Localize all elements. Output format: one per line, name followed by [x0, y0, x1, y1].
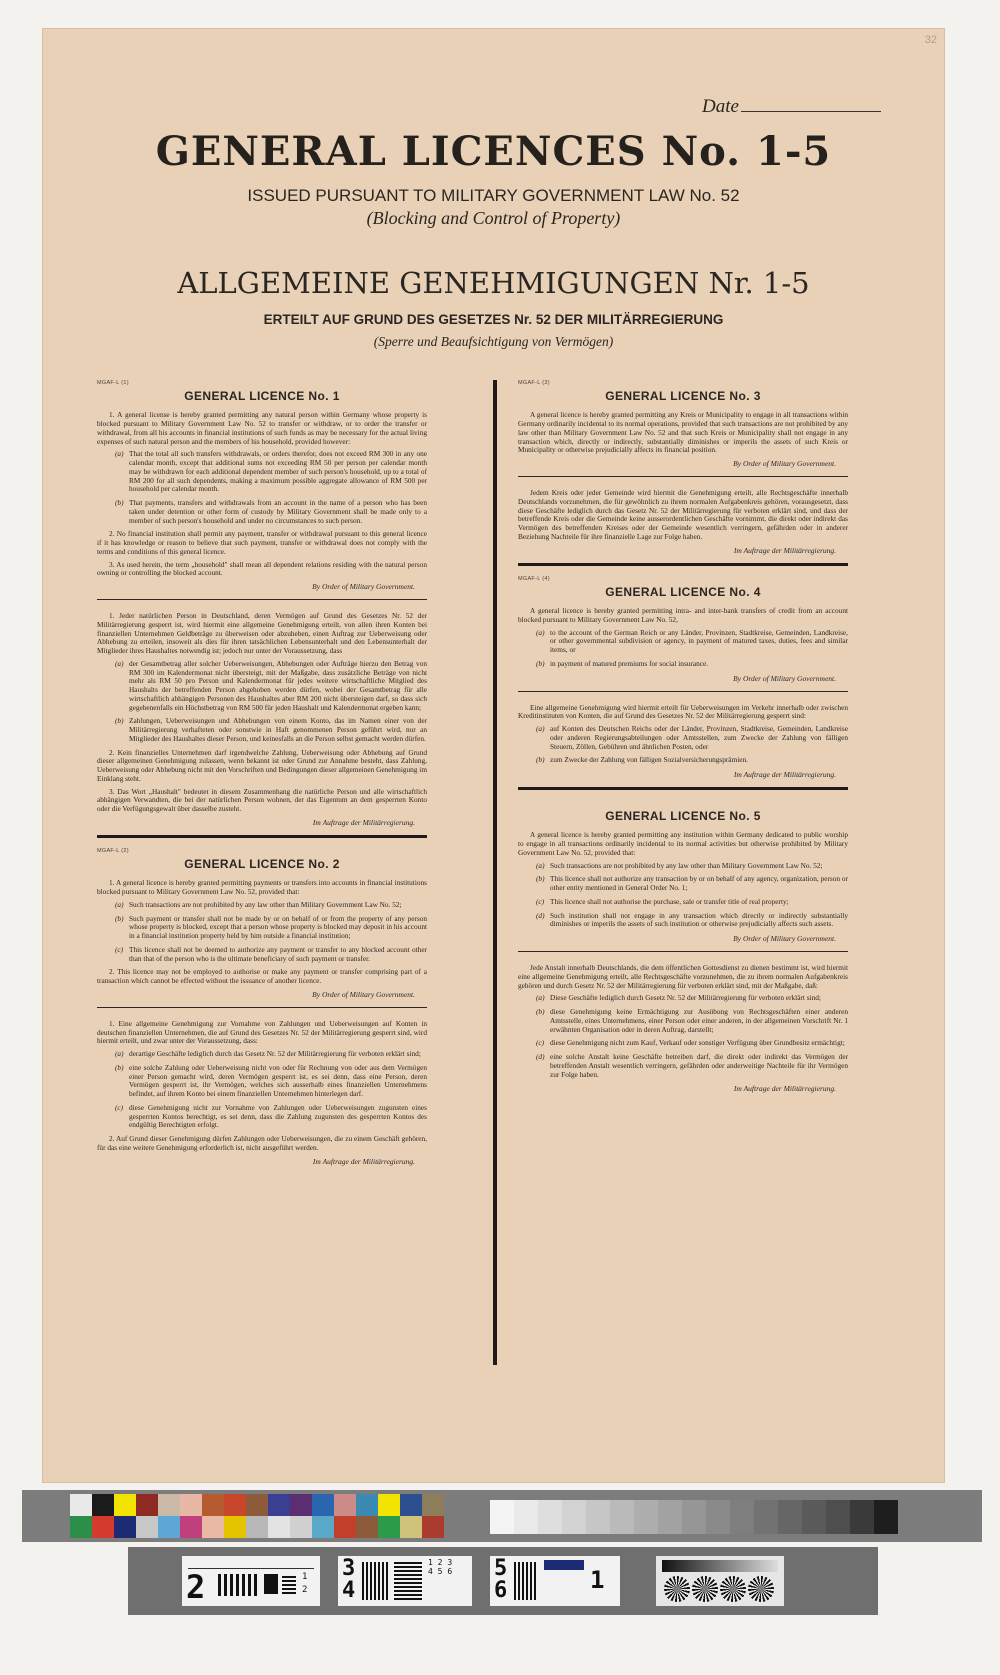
gray-step [730, 1500, 754, 1534]
color-swatch [158, 1516, 180, 1538]
line-pairs [362, 1562, 388, 1600]
item-text: This licence shall not be deemed to authorize any payment or transfer to any blocked account other than that of the person who is the ultimate beneficiary of such payment or transfer. [129, 944, 427, 963]
resolution-target-strip [128, 1547, 878, 1615]
signature: By Order of Military Government. [312, 989, 415, 999]
gray-step [850, 1500, 874, 1534]
siemens-star [748, 1576, 774, 1602]
paragraph: 1. A general licence is hereby granted permitting payments or transfers into accounts in financial institutions blocked pursuant to Military Government Law No. 52, provided that: [97, 878, 427, 897]
gray-step [826, 1500, 850, 1534]
siemens-star [692, 1576, 718, 1602]
item-text: in payment of matured premiums for social insurance. [550, 658, 709, 668]
resolution-number: 5 [494, 1556, 508, 1581]
divider [97, 1007, 427, 1008]
item-label: (a) [536, 860, 545, 870]
item-text: zum Zwecke der Zahlung von fälligen Sozialversicherungsprämien. [550, 755, 748, 765]
list-item [536, 629, 848, 655]
signature: By Order of Military Government. [733, 673, 836, 683]
list-item [115, 717, 427, 743]
list-item [536, 862, 848, 871]
siemens-star [720, 1576, 746, 1602]
color-swatch [70, 1516, 92, 1538]
paragraph: A general licence is hereby granted permitting any Kreis or Municipality to engage in all transactions within Germany ordinarily incidental to its normal operations, provided that such transactions are not prohibited by any law other than Military Government Law No. 52 and that such Kreis or Municipality shall not engage in any transaction which, directly or indirectly, substantially diminishes or imperils the assets of such Kreis or Municipality or otherwise prejudicially affects its financial position. [518, 410, 848, 455]
signature-german: Im Auftrage der Militärregierung. [312, 1156, 415, 1166]
column-divider [493, 380, 497, 1365]
section-tag: MGAF-L (3) [518, 380, 550, 386]
paragraph-german: 2. Auf Grund dieser Genehmigung dürfen Zahlungen oder Ueberweisungen, die zu einem Geschäft gehören, für das eine weitere Genehmigung erforderlich ist, nicht ausgeführt werden. [97, 1134, 427, 1152]
color-swatch [136, 1494, 158, 1516]
paragraph: 3. As used herein, the term „household" shall mean all dependent relations residing with the natural person owning or controlling the blocked account. [97, 559, 427, 578]
item-label: (a) [115, 899, 124, 909]
color-swatch [290, 1516, 312, 1538]
poster-sheet [42, 28, 945, 1483]
signature-german: Im Auftrage der Militärregierung. [733, 1084, 836, 1094]
color-swatch [290, 1494, 312, 1516]
black-patch [264, 1574, 278, 1594]
divider-thick [518, 787, 848, 790]
color-swatch [422, 1494, 444, 1516]
general-licence-1 [97, 380, 427, 838]
section-tag: MGAF-L (4) [518, 575, 550, 582]
resolution-number: 3 [342, 1556, 356, 1581]
gray-step [874, 1500, 898, 1534]
subtitle-german: ERTEILT AUF GRUND DES GESETZES Nr. 52 DER MILITÄRREGIERUNG [263, 312, 724, 327]
paragraph-german: 2. Kein finanzielles Unternehmen darf irgendwelche Zahlung, Ueberweisung oder Abhebung auf Grund dieser allgemeinen Genehmigung zulassen, wenn bekannt ist oder Grund zur Annahme besteht, dass Zahlung, Ueberweisung oder Abhebung nicht mit den Vorschriften und Bedingungen dieser allgemeinen Genehmigung im Einklang steht. [97, 747, 427, 783]
color-swatch [422, 1516, 444, 1538]
gray-step [586, 1500, 610, 1534]
section-title: GENERAL LICENCE No. 2 [184, 856, 340, 871]
signature-german: Im Auftrage der Militärregierung. [312, 817, 415, 827]
signature: By Order of Military Government. [312, 582, 415, 592]
gray-step [514, 1500, 538, 1534]
line-pairs [514, 1562, 538, 1600]
section-title: GENERAL LICENCE No. 3 [605, 389, 761, 403]
paragraph: 2. This licence may not be employed to authorise or make any payment or transfer comprising part of a transaction which cannot be effected without the issuance of another licence. [97, 967, 427, 986]
item-label: (b) [115, 1062, 124, 1072]
gray-step [706, 1500, 730, 1534]
title-german: ALLGEMEINE GENEHMIGUNGEN Nr. 1-5 [177, 266, 810, 300]
siemens-star [664, 1576, 690, 1602]
general-licence-2 [97, 848, 427, 1166]
item-label: (c) [115, 944, 124, 954]
item-text: to the account of the German Reich or any Länder, Provinzen, Stadtkreise, Gemeinden, Landkreise, or other governmental subdivision or agency, in payment of matured taxes, duties, fees and similar items, or [550, 627, 848, 655]
item-text: This licence shall not authorise the purchase, sale or transfer title of real property; [550, 896, 789, 906]
list-item [536, 1039, 848, 1048]
item-label: (b) [115, 913, 124, 923]
item-text: Such payment or transfer shall not be made by or on behalf of or from the property of any person whose property is blocked, except that a person whose property is blocked may deposit in his account in a financial institution property held by him outside a financial institution; [129, 913, 427, 941]
color-swatch [378, 1494, 400, 1516]
subtitle-english: ISSUED PURSUANT TO MILITARY GOVERNMENT LAW No. 52 [247, 186, 740, 205]
paragraph-german: Jedem Kreis oder jeder Gemeinde wird hiermit die Genehmigung erteilt, alle Rechtsgeschäfte innerhalb Deutschlands vorzunehmen, die für gewöhnlich zu ihrem normalen Aufgabenkreis gehören, vorausgesetzt, dass diese Geschäfte lediglich durch das Gesetz Nr. 52 der Militärregierung für verboten erklärt sind, und dass der betreffende Kreis oder die Gemeinde keine ausserordentlichen Geschäfte vornimmt, die direkt oder indirekt das Vermögen des betreffenden Kreises oder der Gemeinde wesentlich verringern, gefährden oder in anderer Beziehung Nachteile für ihre finanzielle Lage zur Folge haben. [518, 488, 848, 541]
divider-thick [97, 835, 427, 838]
color-swatch [356, 1516, 378, 1538]
item-label: (b) [115, 716, 124, 726]
item-text: auf Konten des Deutschen Reichs oder der Länder, Provinzen, Stadtkreise, Gemeinden, Landkreise oder anderen Regierungsabteilungen oder Amtsstellen, zum Zwecke der Zahlung von fälligen Steuern, Zöllen, Gebühren und ähnlichen Posten, oder [550, 724, 848, 751]
section-tag: MGAF-L (2) [97, 847, 129, 854]
paragraph: A general licence is hereby granted permitting intra- and inter-bank transfers of credit from an account blocked pursuant to Military Government Law No. 52, [518, 606, 848, 624]
color-swatch [312, 1516, 334, 1538]
left-column [97, 380, 427, 1172]
divider [518, 691, 848, 692]
color-swatch [268, 1516, 290, 1538]
resolution-box-1 [182, 1556, 320, 1606]
resolution-box-3 [490, 1556, 620, 1606]
gray-step [658, 1500, 682, 1534]
list-item [115, 1104, 427, 1130]
item-text: eine solche Zahlung oder Ueberweisung nicht von oder für Rechnung von oder aus dem Vermögen einer Person gemacht wird, deren Vermögen gesperrt ist, es sei denn, dass eine Person, deren Vermögen gesperrt ist, ihr Vermögen, welches sich ausserhalb eines finanziellen Unternehmens befindet, auf ihrem Konto bei einem finanziellen Unternehmen hinterlegen darf. [129, 1062, 427, 1099]
color-swatch [224, 1516, 246, 1538]
gray-step [538, 1500, 562, 1534]
color-swatch [180, 1494, 202, 1516]
color-swatch [158, 1494, 180, 1516]
list-item [115, 915, 427, 941]
resolution-number: 1 [302, 1572, 308, 1582]
item-text: This licence shall not authorize any transaction by or on behalf of any agency, organization, person or other entity mentioned in General Order No. 1; [550, 874, 848, 893]
gray-step [682, 1500, 706, 1534]
item-text: Such transactions are not prohibited by any law other than Military Government Law No. 52; [550, 860, 823, 870]
divider-thick [518, 563, 848, 566]
signature-german: Im Auftrage der Militärregierung. [733, 770, 836, 780]
resolution-box-2 [338, 1556, 472, 1606]
paragraph-german: 1. Jeder natürlichen Person in Deutschland, deren Vermögen auf Grund des Gesetzes Nr. 52 der Militärregierung gesperrt ist, wird hiermit eine allgemeine Genehmigung erteilt, von allen ihren Konten bei finanziellen Unternehmen Geldbeträge zu überweisen oder abzuheben, einen Auftrag zur Ueberweisung oder Abhebung zu erteilen, insoweit als dies für ihren tatsächlichen Lebensunterhalt und den Lebensunterhalt der Mitglieder ihres Haushaltes notwendig ist; jedoch nur unter der Voraussetzung, dass [97, 611, 427, 656]
gray-step [490, 1500, 514, 1534]
item-label: (c) [536, 1038, 545, 1048]
item-text: derartige Geschäfte lediglich durch das Gesetz Nr. 52 der Militärregierung für verboten erklärt sind; [129, 1049, 421, 1059]
right-column [518, 380, 848, 1099]
color-swatch [224, 1494, 246, 1516]
signature: By Order of Military Government. [733, 934, 836, 944]
line-pairs-horizontal [282, 1574, 296, 1594]
line-pairs-horizontal [394, 1562, 422, 1600]
list-item [115, 1064, 427, 1099]
list-item [536, 725, 848, 751]
color-swatch [334, 1516, 356, 1538]
list-item [115, 499, 427, 525]
paragraph: A general licence is hereby granted permitting any institution within Germany dedicated to public worship to engage in all transactions ordinarily incidental to its normal activities but otherwise prohibited by Military Government Law No. 52, provided that: [518, 830, 848, 857]
gray-step [610, 1500, 634, 1534]
general-licence-5 [518, 800, 848, 1093]
gray-step [754, 1500, 778, 1534]
resolution-number: 4 [342, 1578, 356, 1603]
color-swatch [334, 1494, 356, 1516]
item-text: Such transactions are not prohibited by any law other than Military Government Law No. 52; [129, 899, 402, 909]
list-item [536, 1053, 848, 1079]
paragraph-german: Jede Anstalt innerhalb Deutschlands, die dem öffentlichen Gottesdienst zu dienen bestimmt ist, wird hiermit eine allgemeine Genehmigung erteilt, alle Rechtsgeschäfte vorzunehmen, die zu ihrem normalen Aufgabenkreis gehören und durch Gesetz Nr. 52 der Militärregierung für verboten erklärt sind, mit der Maßgabe, daß: [518, 963, 848, 990]
color-swatch [70, 1494, 92, 1516]
paragraph: 2. No financial institution shall permit any payment, transfer or withdrawal pursuant to this general licence if it has knowledge or reason to believe that such payment, transfer or withdrawal does not comply with the terms and conditions of this general licence. [97, 529, 427, 556]
divider [518, 476, 848, 477]
item-text: eine solche Anstalt keine Geschäfte betreiben darf, die direkt oder indirekt das Vermögen der betreffenden Anstalt wesentlich verringern, gefährden oder anderweitige Nachteile für ihr Vermögen zur Folge haben. [550, 1052, 848, 1079]
color-swatch [136, 1516, 158, 1538]
resolution-number: 6 [494, 1578, 508, 1603]
gray-ramp [662, 1560, 778, 1572]
item-text: That payments, transfers and withdrawals from an account in the name of a person who has been taken under detention or other form of custody by Military Government shall be made only to a member of such person's household and under no circumstances to such person. [129, 498, 427, 525]
logo-patch [544, 1560, 584, 1570]
item-text: der Gesamtbetrag aller solcher Ueberweisungen, Abhebungen oder Aufträge hierzu den Betrag von RM 300 im Kalendermonat nicht übersteigt, mit der Maßgabe, dass zusätzliche Beträge von nicht mehr als RM 50 pro Person und Kalendermonat für jedes weitere wirtschaftliche Mitglied des Haushalts der betreffenden Person abgehoben werden dürfen, wobei der Gesamtbetrag für alle wirtschaftlich abhängigen Personen des Haushaltes aber RM 200 nicht übersteigen darf, so dass sich gegebenenfalls ein Höchstbetrag von RM 500 für jeden Haushalt und Kalendermonat ergeben kann; [129, 658, 427, 712]
item-text: That the total all such transfers withdrawals, or orders therefor, does not exceed RM 300 in any one calendar month, except that additional sums not exceeding RM 50 per person per calendar month may be withdrawn for each additional dependent member of such person's household, up to a total of RM 200 for all such dependents, making a maximum possible aggregate allowance of RM 500 per household per calendar month. [129, 449, 427, 494]
item-label: (b) [536, 755, 545, 765]
signature-german: Im Auftrage der Militärregierung. [733, 545, 836, 555]
color-swatch [180, 1516, 202, 1538]
section-tag [518, 800, 848, 807]
paragraph-german: 3. Das Wort „Haushalt" bedeutet in diesem Zusammenhang die natürliche Person und alle wirtschaftlich abhängigen Verwandten, die bei der natürlichen Person wohnen, der das Eigentum an dem gesperrten Konto oder die Verfügungsgewalt über dasselbe zusteht. [97, 786, 427, 814]
color-swatch [92, 1516, 114, 1538]
color-swatch [246, 1494, 268, 1516]
list-item [536, 1008, 848, 1034]
item-label: (d) [536, 910, 545, 920]
color-swatch [246, 1516, 268, 1538]
general-licence-3 [518, 380, 848, 566]
page-number: 32 [924, 34, 937, 46]
list-item [536, 756, 848, 765]
paragraph: 1. A general license is hereby granted permitting any natural person within Germany whose property is blocked pursuant to Military Government Law No. 52 to transfer or withdraw, or to order the transfer or withdrawal, from all his accounts in financial institutions of such funds as may be necessary for the actual living expenses of such natural person and the members of his household, provided however: [97, 410, 427, 446]
star-target-box [656, 1556, 784, 1606]
item-text: diese Genehmigung nicht zur Vornahme von Zahlungen oder Ueberweisungen zugunsten eines gesperrten Kontos berechtigt, es sei denn, dass die Zahlung zugunsten des gesperrten Kontos des endgültig Berechtigten erfolgt. [129, 1102, 427, 1130]
section-tag: MGAF-L (1) [97, 380, 129, 386]
item-label: (a) [536, 724, 545, 734]
color-swatch [202, 1494, 224, 1516]
list-item [115, 901, 427, 910]
general-licence-4 [518, 576, 848, 790]
line-pairs [218, 1574, 258, 1596]
color-swatch [312, 1494, 334, 1516]
signature: By Order of Military Government. [733, 459, 836, 469]
date-field [702, 96, 881, 118]
item-label: (c) [115, 1102, 124, 1112]
list-item [115, 1050, 427, 1059]
ruler-scale [188, 1558, 314, 1569]
list-item [536, 898, 848, 907]
paragraph-german: 1. Eine allgemeine Genehmigung zur Vornahme von Zahlungen und Ueberweisungen auf Konten in deutschen finanziellen Unternehmen, die auf Grund des Gesetzes Nr. 52 der Militärregierung gesperrt sind, wird hiermit erteilt, und zwar unter der Voraussetzung, dass: [97, 1018, 427, 1046]
list-item [115, 660, 427, 713]
item-label: (d) [536, 1052, 545, 1062]
section-title: GENERAL LICENCE No. 4 [605, 584, 761, 599]
color-swatch [356, 1494, 378, 1516]
scale-digits: 1 2 3 4 5 6 [428, 1558, 453, 1576]
item-text: Zahlungen, Ueberweisungen und Abhebungen von einem Konto, das im Namen einer von der Militärregierung verhafteten oder sonstwie in Haft genommenen Person geführt wird, nur an Mitglieder des Haushaltes dieser Person, und keinesfalls an die Person selbst gemacht werden dürfen. [129, 716, 427, 743]
item-label: (a) [115, 658, 124, 668]
section-title: GENERAL LICENCE No. 5 [605, 809, 761, 824]
item-label: (a) [115, 449, 124, 459]
item-text: Diese Geschäfte lediglich durch Gesetz Nr. 52 der Militärregierung für verboten erklärt sind; [550, 993, 821, 1003]
title-english: GENERAL LICENCES No. 1-5 [155, 128, 832, 175]
list-item [115, 450, 427, 494]
list-item [536, 994, 848, 1003]
item-label: (b) [536, 874, 545, 884]
parenthetical-german: (Sperre und Beaufsichtigung von Vermögen) [373, 334, 614, 349]
resolution-number: 2 [302, 1585, 308, 1595]
color-swatch [114, 1494, 136, 1516]
list-item [536, 660, 848, 669]
color-swatch [400, 1516, 422, 1538]
list-item [115, 946, 427, 964]
divider [97, 599, 427, 600]
color-swatch [400, 1494, 422, 1516]
item-label: (a) [536, 627, 545, 637]
item-label: (a) [536, 993, 545, 1003]
item-text: diese Genehmigung nicht zum Kauf, Verkauf oder sonstiger Verfügung über Grundbesitz ermächtigt; [550, 1038, 845, 1048]
list-item [536, 912, 848, 930]
item-text: diese Genehmigung keine Ermächtigung zur Ausübung von Rechtsgeschäften einer anderen Amtsstelle, eines Unternehmens, einer Person oder einer anderen, in der allgemeinen Vorschrift Nr. 1 erwähnten Organisation oder in deren Auftrag, darstellt; [550, 1007, 848, 1034]
gray-step [778, 1500, 802, 1534]
date-label: Date [702, 96, 739, 117]
item-label: (c) [536, 896, 545, 906]
color-swatch [268, 1494, 290, 1516]
item-label: (b) [536, 658, 545, 668]
resolution-number: 1 [590, 1566, 605, 1594]
item-text: Such institution shall not engage in any transaction which directly or indirectly substantially diminishes or imperils the assets of such institution or otherwise prejudicially affects such assets. [550, 910, 848, 929]
color-swatch [378, 1516, 400, 1538]
list-item [536, 875, 848, 893]
color-swatch [202, 1516, 224, 1538]
color-swatch [114, 1516, 136, 1538]
gray-step [562, 1500, 586, 1534]
item-label: (a) [115, 1049, 124, 1059]
gray-step [634, 1500, 658, 1534]
resolution-number: 2 [186, 1568, 206, 1606]
paragraph-german: Eine allgemeine Genehmigung wird hiermit erteilt für Ueberweisungen im Verkehr innerhalb oder zwischen Kreditinstituten von Konten, die auf Grund des Gesetzes Nr. 52 der Militärregierung gesperrt sind: [518, 702, 848, 721]
color-calibration-strip [22, 1490, 982, 1542]
item-label: (b) [115, 498, 124, 508]
section-title: GENERAL LICENCE No. 1 [184, 389, 340, 403]
gray-step [802, 1500, 826, 1534]
parenthetical-english: (Blocking and Control of Property) [366, 208, 621, 228]
color-swatch [92, 1494, 114, 1516]
divider [518, 951, 848, 952]
item-label: (b) [536, 1007, 545, 1017]
